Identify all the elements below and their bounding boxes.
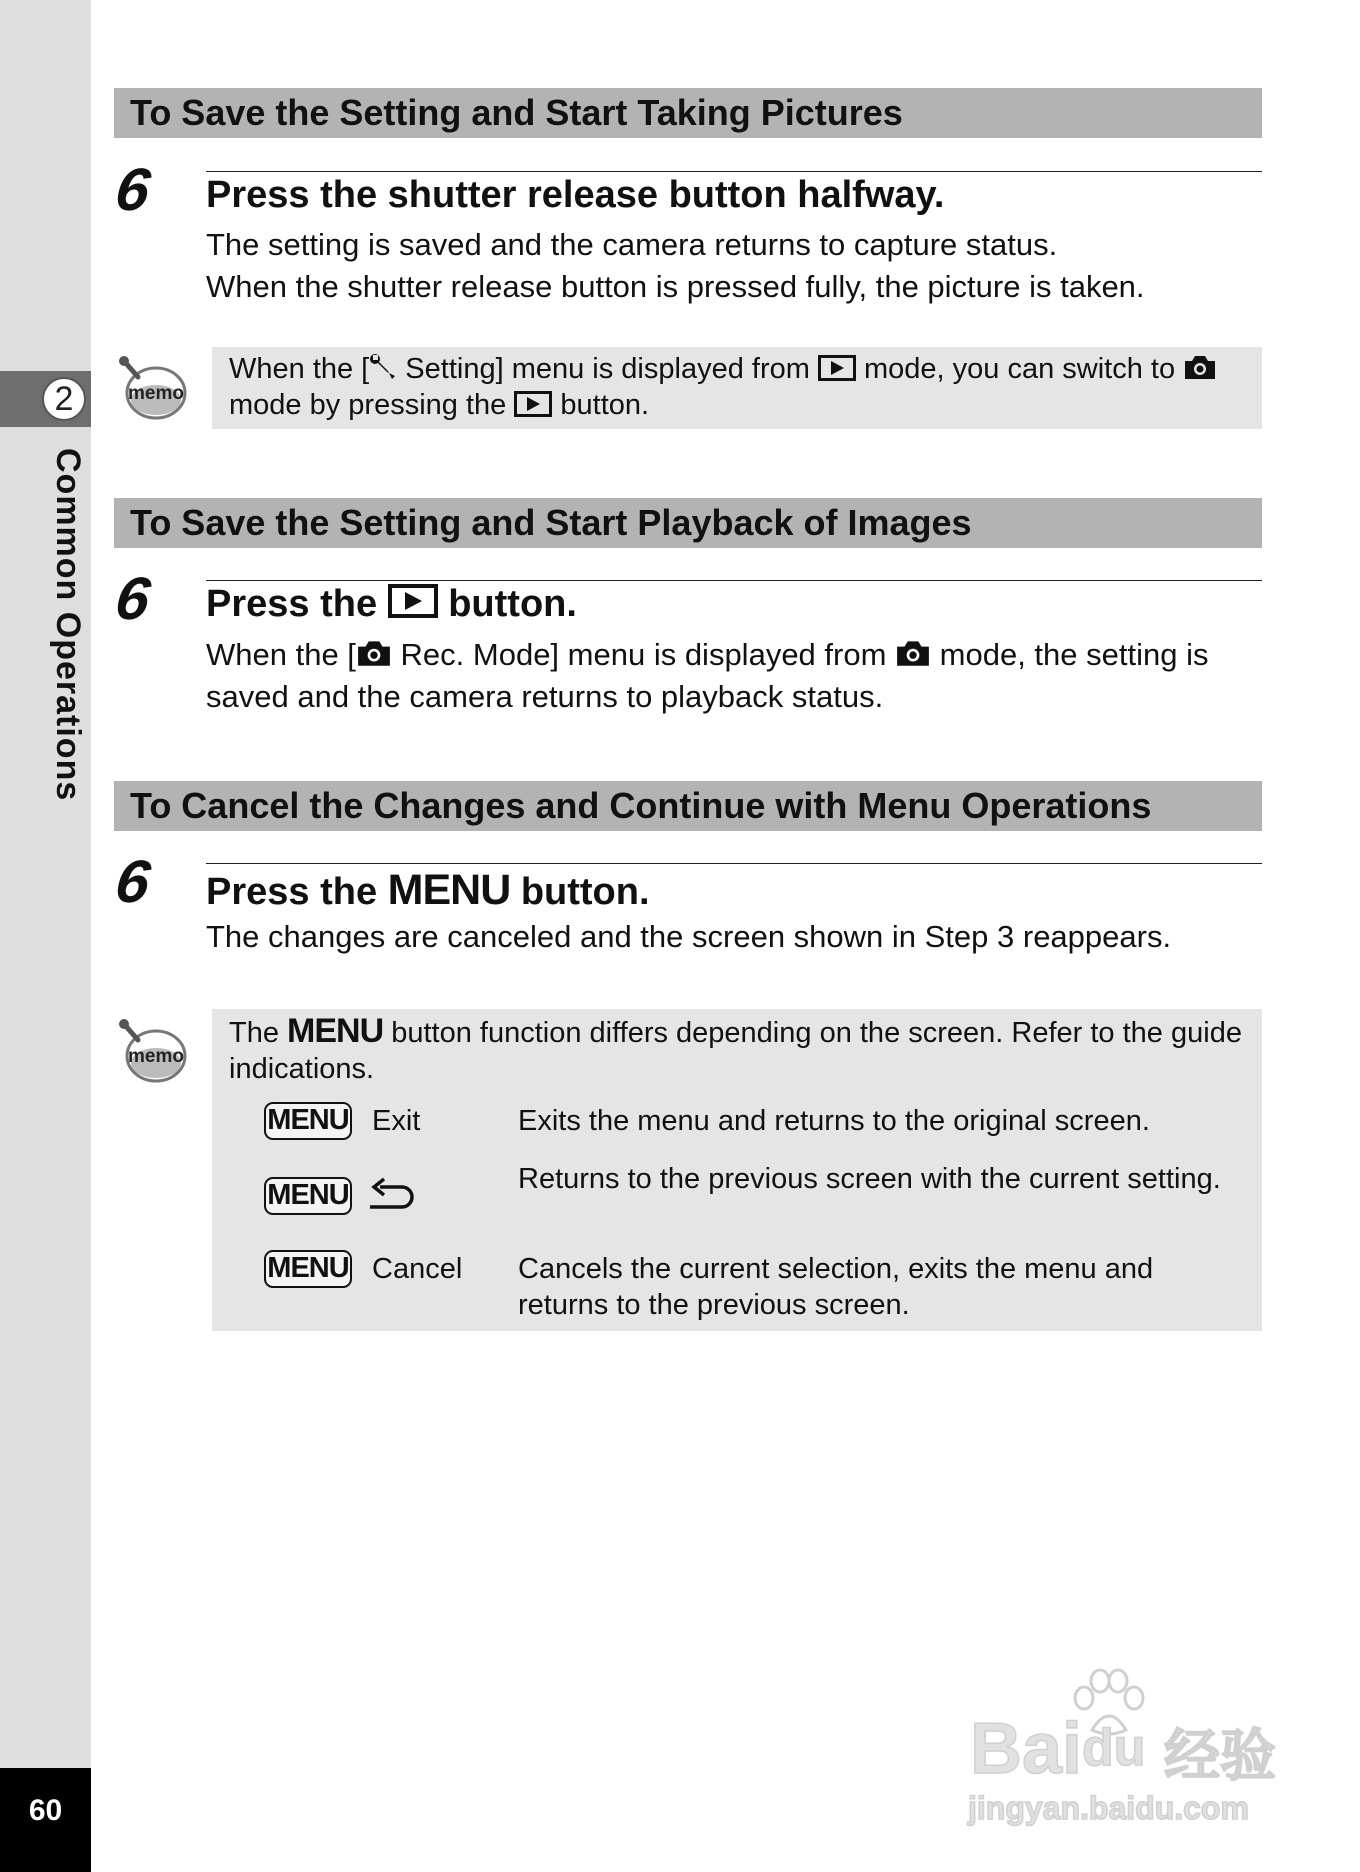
step-divider bbox=[206, 863, 1262, 864]
camera-icon bbox=[1183, 353, 1217, 381]
watermark-chinese: 经验 bbox=[1164, 1724, 1276, 1789]
watermark-url: jingyan.baidu.com bbox=[968, 1790, 1249, 1826]
step-title-text: Press the bbox=[206, 871, 378, 913]
step-description-line: When the shutter release button is pressed fully, the picture is taken. bbox=[206, 269, 1145, 304]
return-arrow-icon bbox=[366, 1177, 416, 1215]
step-description-line: The setting is saved and the camera returns to capture status. bbox=[206, 227, 1058, 262]
menu-key-icon: MENU bbox=[264, 1250, 352, 1288]
camera-icon bbox=[356, 638, 392, 668]
camera-icon bbox=[895, 638, 931, 668]
step-title bbox=[206, 583, 577, 626]
step-description-text: mode, the setting is saved and the camera returns to playback status. bbox=[206, 637, 1209, 714]
memo-text: mode, you can switch to bbox=[855, 353, 1184, 385]
page-number: 60 bbox=[0, 1768, 91, 1872]
wrench-icon bbox=[369, 353, 397, 381]
step-description bbox=[206, 634, 1266, 718]
guide-label: Cancel bbox=[372, 1253, 463, 1285]
memo-text: button function differs depending on the screen. Refer to the guide indications. bbox=[229, 1017, 1242, 1085]
memo-icon bbox=[118, 1018, 188, 1084]
step-divider bbox=[206, 580, 1262, 581]
step-title-text: Press the bbox=[206, 583, 378, 625]
step-number: 6 bbox=[111, 156, 155, 223]
memo-intro bbox=[229, 1013, 1246, 1087]
section-header-cancel: To Cancel the Changes and Continue with Menu Operations bbox=[114, 781, 1262, 831]
guide-description: Returns to the previous screen with the current setting. bbox=[518, 1163, 1221, 1195]
memo-text: The bbox=[229, 1017, 279, 1049]
step-description-text: Rec. Mode] menu is displayed from bbox=[391, 637, 896, 672]
step-description-line: The changes are canceled and the screen shown in Step 3 reappears. bbox=[206, 919, 1172, 954]
memo-box bbox=[212, 347, 1262, 429]
menu-word: MENU bbox=[287, 1012, 384, 1050]
menu-key-icon: MENU bbox=[264, 1177, 352, 1215]
memo-text: mode by pressing the bbox=[229, 389, 515, 421]
memo-text: Setting] menu is displayed from bbox=[397, 353, 818, 385]
playback-icon bbox=[818, 355, 856, 381]
watermark-brand: Bai bbox=[970, 1709, 1083, 1789]
playback-icon bbox=[388, 584, 438, 618]
step-description bbox=[206, 916, 1266, 958]
baidu-watermark bbox=[968, 1668, 1288, 1828]
guide-description: Cancels the current selection, exits the menu and returns to the previous screen. bbox=[518, 1253, 1154, 1321]
step-title-text: button. bbox=[448, 583, 577, 625]
playback-icon bbox=[514, 391, 552, 417]
menu-word: MENU bbox=[387, 866, 511, 914]
memo-text: button. bbox=[552, 389, 650, 421]
step-title: Press the shutter release button halfway. bbox=[206, 174, 945, 216]
chapter-sidebar bbox=[0, 0, 91, 1872]
watermark-brand: du bbox=[1082, 1719, 1146, 1777]
step-title bbox=[206, 866, 650, 915]
section-header-taking-pictures: To Save the Setting and Start Taking Pictures bbox=[114, 88, 1262, 138]
memo-box bbox=[212, 1009, 1262, 1331]
memo-text: When the [ bbox=[229, 353, 370, 385]
step-divider bbox=[206, 171, 1262, 172]
step-title-text: button. bbox=[520, 871, 650, 913]
menu-key-icon: MENU bbox=[264, 1102, 352, 1140]
guide-description: Exits the menu and returns to the original screen. bbox=[518, 1105, 1150, 1137]
section-header-playback: To Save the Setting and Start Playback of Images bbox=[114, 498, 1262, 548]
memo-icon bbox=[118, 355, 188, 421]
chapter-title: Common Operations bbox=[49, 448, 87, 802]
step-number: 6 bbox=[111, 565, 155, 632]
memo-icon-label: memo bbox=[128, 383, 184, 404]
chapter-number: 2 bbox=[42, 377, 86, 421]
guide-label: Exit bbox=[372, 1105, 421, 1137]
step-number: 6 bbox=[111, 848, 155, 915]
step-description-text: When the [ bbox=[206, 637, 356, 672]
memo-icon-label: memo bbox=[128, 1046, 184, 1067]
step-description bbox=[206, 224, 1266, 308]
